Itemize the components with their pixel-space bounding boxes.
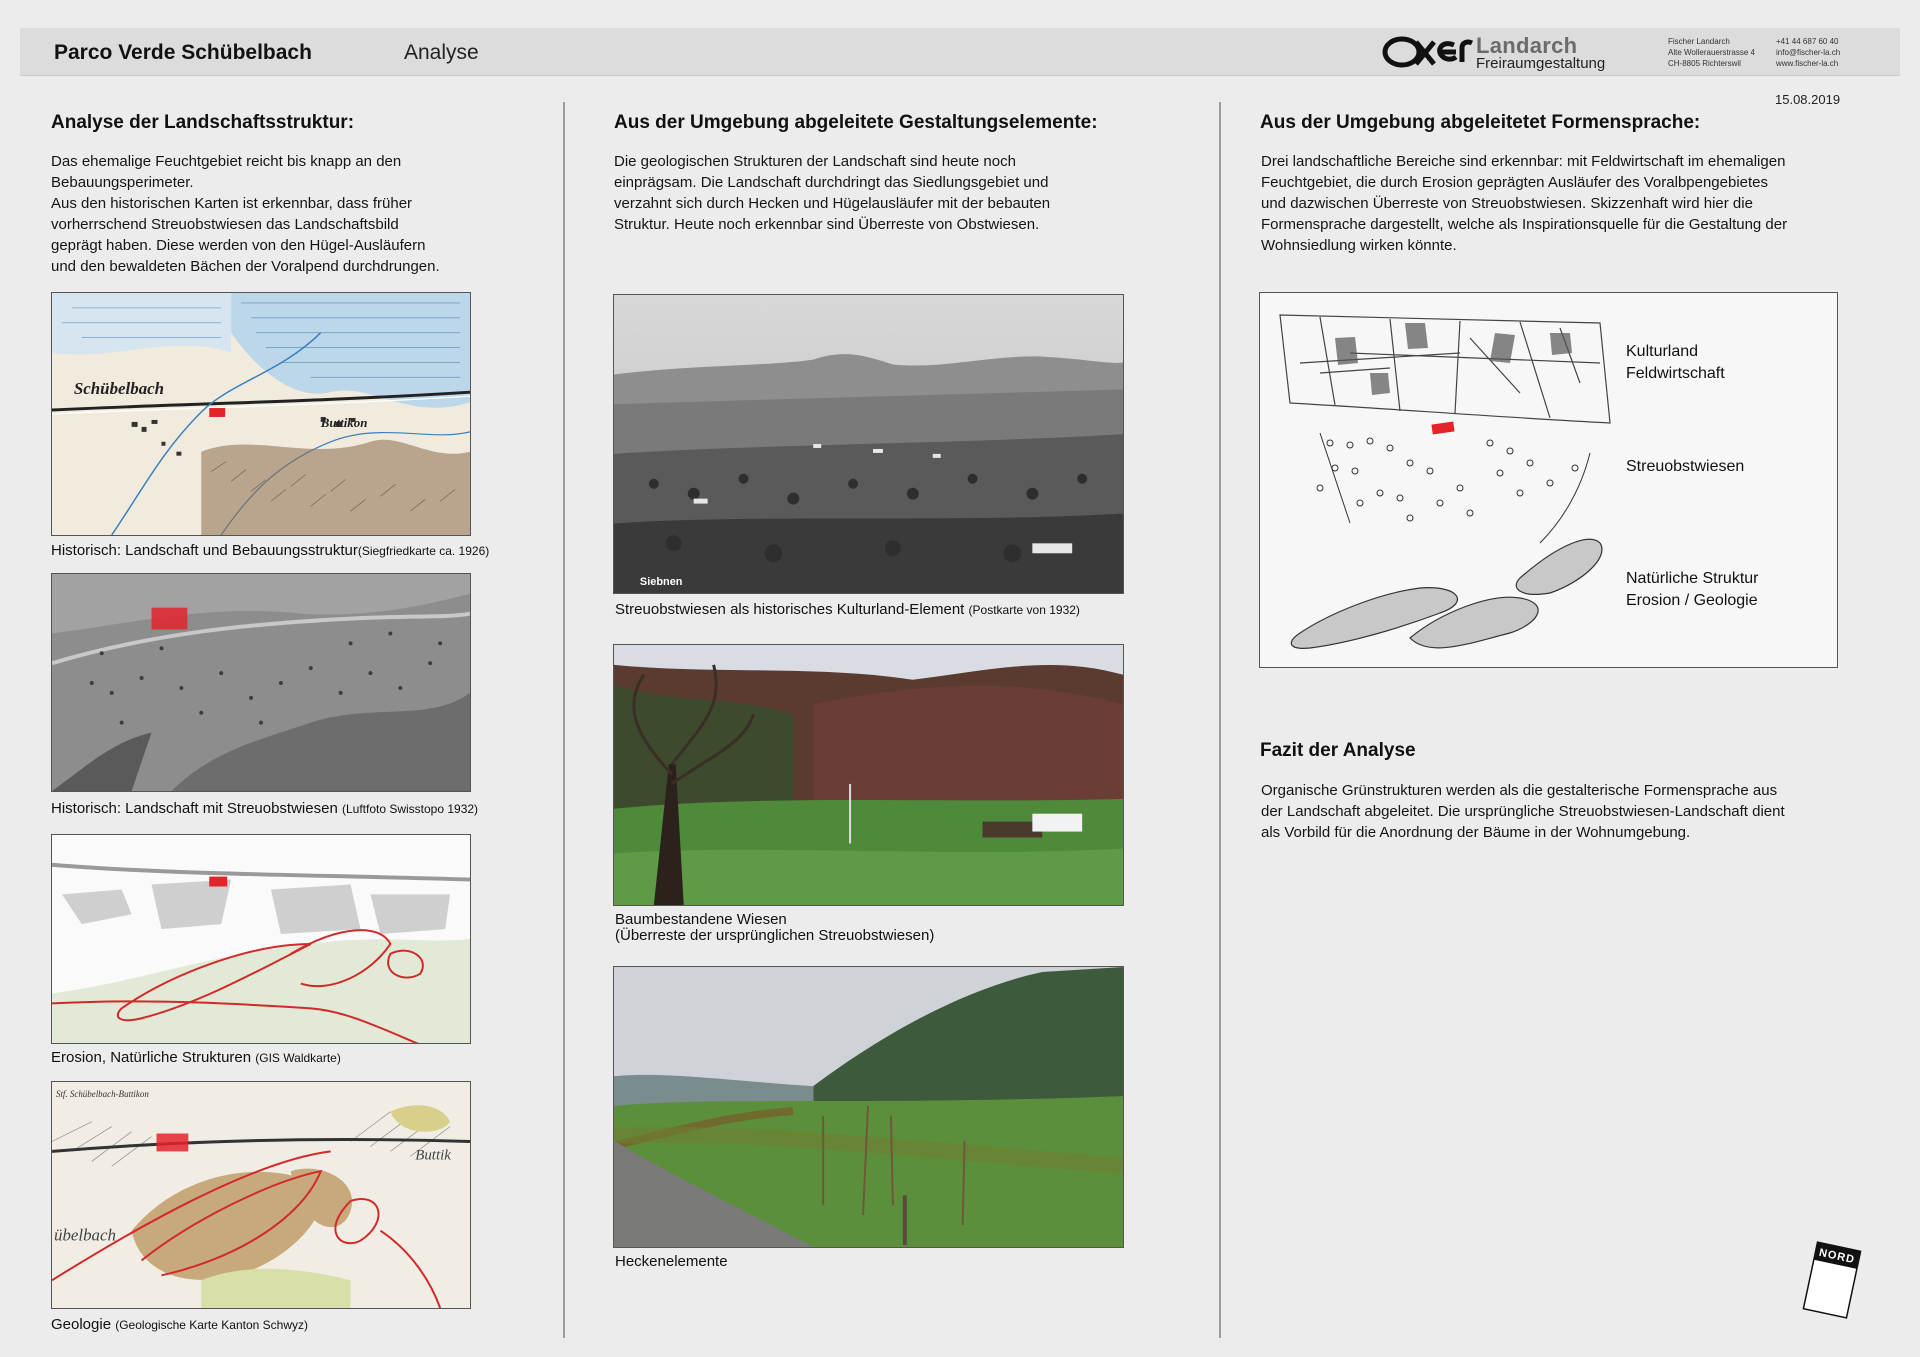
caption-text: Streuobstwiesen als historisches Kulturland-Element xyxy=(615,601,969,618)
caption-source: (Geologische Karte Kanton Schwyz) xyxy=(115,1318,308,1332)
fazit-text-line: Organische Grünstrukturen werden als die gestalterische Formensprache aus xyxy=(1261,782,1778,799)
column-divider xyxy=(563,102,565,1338)
fazit-paragraph xyxy=(1261,780,1851,843)
postcard-label: Siebnen xyxy=(639,576,683,589)
column-divider xyxy=(1219,102,1221,1338)
map-label-buttik: Buttik xyxy=(415,1147,451,1164)
caption-text: Baumbestandene Wiesen xyxy=(615,911,787,928)
document-date: 15.08.2019 xyxy=(1775,92,1841,107)
company-logo xyxy=(1382,32,1642,72)
map-label-schuebelbach: Schübelbach xyxy=(73,379,165,399)
caption-text: Geologie xyxy=(51,1316,116,1333)
contact-address xyxy=(1668,36,1755,69)
col3-text-line: Feuchtgebiet, die durch Erosion geprägten Ausläufer des Voralbpengebietes xyxy=(1261,174,1769,191)
hedge-photo xyxy=(613,966,1124,1248)
contact-street: Alte Wollerauerstrasse 4 xyxy=(1668,48,1755,57)
col2-text-line: einprägsam. Die Landschaft durchdringt das Siedlungsgebiet und xyxy=(614,174,1049,191)
caption-meadow xyxy=(615,912,934,944)
col3-text-line: und dazwischen Überreste von Streuobstwiesen. Skizzenhaft wird hier die xyxy=(1261,195,1753,212)
col1-text-line: Bebauungsperimeter. xyxy=(51,174,194,191)
formensprache-sketch xyxy=(1259,292,1838,668)
north-label: NORD xyxy=(1817,1246,1857,1267)
caption-text-line2: (Überreste der ursprünglichen Streuobstwiesen) xyxy=(615,927,935,944)
caption-source: (Luftfoto Swisstopo 1932) xyxy=(341,802,479,816)
fazit-text-line: als Vorbild für die Anordnung der Bäume in der Wohnumgebung. xyxy=(1261,824,1691,841)
caption-source: (GIS Waldkarte) xyxy=(255,1051,341,1065)
historic-postcard-photo xyxy=(613,294,1124,594)
col3-text-line: Formensprache dargestellt, welche als Inspirationsquelle für die Gestaltung der xyxy=(1261,216,1788,233)
col1-heading: Analyse der Landschaftsstruktur: xyxy=(51,112,355,133)
caption-aerial-1932 xyxy=(51,800,478,817)
sketch-label-line: Streuobstwiesen xyxy=(1626,458,1745,475)
contact-phone: +41 44 687 60 40 xyxy=(1776,37,1839,46)
caption-text: Historisch: Landschaft mit Streuobstwiesen xyxy=(51,800,342,817)
geological-map-image xyxy=(51,1081,471,1309)
col2-text-line: verzahnt sich durch Hecken und Hügelausläufer mit der bebauten xyxy=(614,195,1051,212)
sketch-label-line: Erosion / Geologie xyxy=(1626,592,1758,609)
contact-city: CH-8805 Richterswil xyxy=(1668,59,1741,68)
project-title: Parco Verde Schübelbach xyxy=(54,41,312,64)
caption-gis-waldkarte xyxy=(51,1049,341,1066)
logo-text-freiraum: Freiraumgestaltung xyxy=(1476,55,1606,72)
contact-email[interactable]: info@fischer-la.ch xyxy=(1776,48,1841,57)
col3-heading: Aus der Umgebung abgeleitetet Formensprache: xyxy=(1260,112,1701,133)
caption-source: (Siegfriedkarte ca. 1926) xyxy=(357,544,490,558)
col1-text-line: vorherrschend Streuobstwiesen das Landschaftsbild xyxy=(51,216,399,233)
fazit-text-line: der Landschaft abgeleitet. Die ursprüngliche Streuobstwiesen-Landschaft dient xyxy=(1261,803,1785,820)
map-label-uebelbach: übelbach xyxy=(53,1225,116,1245)
sketch-drawing xyxy=(1260,293,1839,669)
col1-text-line: geprägt haben. Diese werden von den Hügel-Ausläufern xyxy=(51,237,426,254)
contact-website[interactable]: www.fischer-la.ch xyxy=(1776,59,1839,68)
col3-text-line: Drei landschaftliche Bereiche sind erkennbar: mit Feldwirtschaft im ehemaligen xyxy=(1261,153,1786,170)
col2-paragraph xyxy=(614,151,1134,235)
col1-paragraph xyxy=(51,151,531,277)
caption-geologie xyxy=(51,1316,308,1333)
sketch-label-line: Natürliche Struktur xyxy=(1626,570,1759,587)
map-label-station: Stf. Schübelbach-Buttikon xyxy=(55,1088,149,1099)
sketch-label-streuobst xyxy=(1626,456,1744,478)
caption-source: (Postkarte von 1932) xyxy=(968,603,1080,617)
map-label-buttikon: Buttikon xyxy=(320,414,368,430)
caption-siegfried xyxy=(51,542,489,559)
col2-text-line: Die geologischen Strukturen der Landschaft sind heute noch xyxy=(614,153,1016,170)
caption-text: Erosion, Natürliche Strukturen xyxy=(51,1049,256,1066)
sketch-label-line: Feldwirtschaft xyxy=(1626,365,1725,382)
caption-postcard xyxy=(615,601,1080,618)
col3-text-line: Wohnsiedlung wirken könnte. xyxy=(1261,237,1457,254)
logo-mark-icon xyxy=(1382,32,1474,72)
north-arrow-icon xyxy=(1800,1240,1864,1320)
tree-meadow-photo xyxy=(613,644,1124,906)
col2-text-line: Struktur. Heute noch erkennbar sind Überreste von Obstwiesen. xyxy=(614,216,1040,233)
col1-text-line: und den bewaldeten Bächen der Voralpend durchdrungen. xyxy=(51,258,440,275)
col1-text-line: Das ehemalige Feuchtgebiet reicht bis knapp an den xyxy=(51,153,402,170)
caption-hedge: Heckenelemente xyxy=(615,1253,728,1270)
header-bar xyxy=(20,28,1900,76)
sketch-label-natur xyxy=(1626,568,1759,612)
sketch-label-line: Kulturland xyxy=(1626,343,1699,360)
sketch-label-kulturland xyxy=(1626,341,1725,385)
siegfried-map-image xyxy=(51,292,471,536)
col1-text-line: Aus den historischen Karten ist erkennbar, dass früher xyxy=(51,195,413,212)
col3-paragraph xyxy=(1261,151,1851,256)
col2-heading: Aus der Umgebung abgeleitete Gestaltungselemente: xyxy=(614,112,1098,133)
section-title: Analyse xyxy=(404,41,479,64)
caption-text: Historisch: Landschaft und Bebauungsstruktur xyxy=(51,542,358,559)
contact-details xyxy=(1776,36,1840,69)
logo-text-landarch: Landarch xyxy=(1476,33,1578,58)
fazit-heading: Fazit der Analyse xyxy=(1260,740,1416,761)
contact-name: Fischer Landarch xyxy=(1668,37,1730,46)
aerial-photo-1932-image xyxy=(51,573,471,792)
gis-forest-map-image xyxy=(51,834,471,1044)
